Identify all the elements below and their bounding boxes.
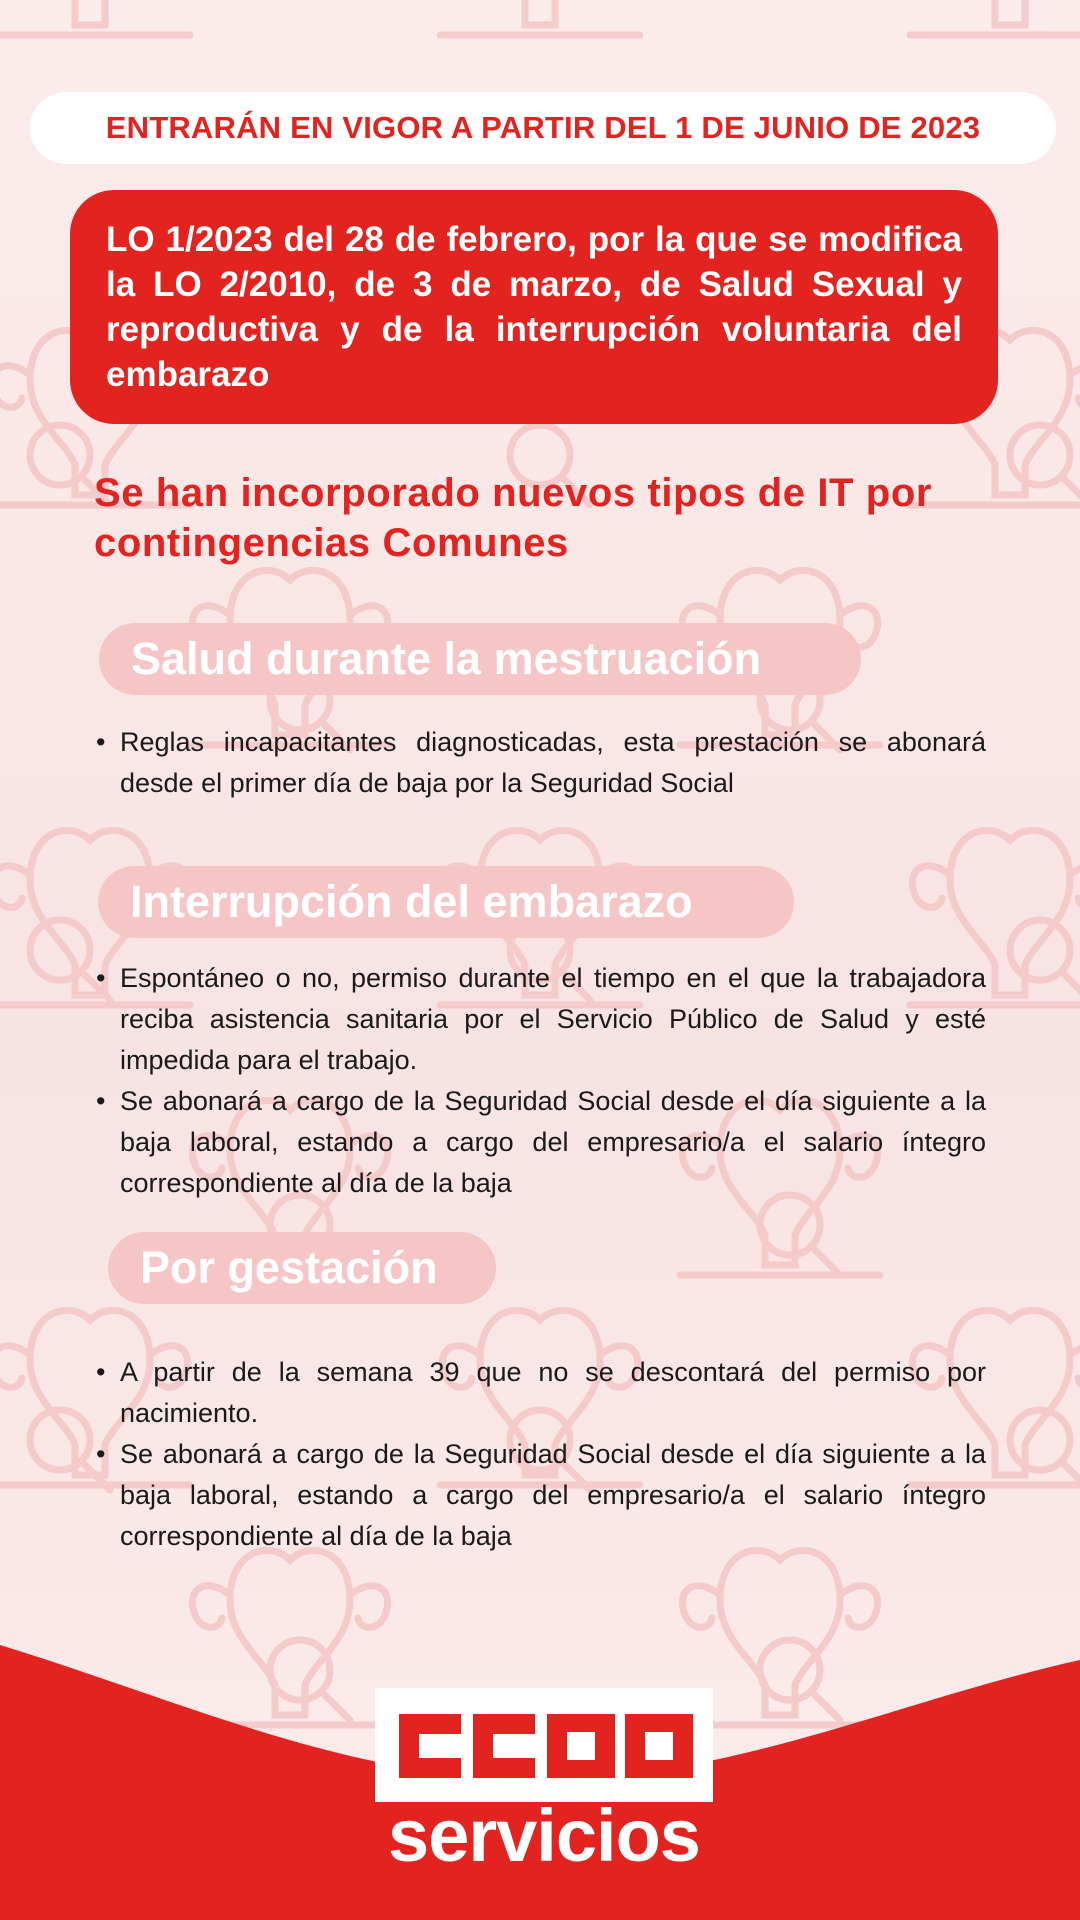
date-banner-text: ENTRARÁN EN VIGOR A PARTIR DEL 1 DE JUNIO DE 2023	[105, 110, 981, 145]
section-title-menstruation	[99, 623, 861, 695]
date-banner	[30, 92, 1056, 164]
list-item: • Reglas incapacitantes diagnosticadas, esta prestación se abonará desde el primer día de baja por la Seguridad Social	[120, 722, 986, 804]
list-item: • A partir de la semana 39 que no se descontará del permiso por nacimiento.	[120, 1352, 986, 1434]
law-reference-text: LO 1/2023 del 28 de febrero, por la que se modifica la LO 2/2010, de 3 de marzo, de Salud Sexual y reproductiva y de la interrupción voluntaria del embarazo	[106, 220, 962, 394]
list-item: • Espontáneo o no, permiso durante el tiempo en el que la trabajadora reciba asistencia sanitaria por el Servicio Público de Salud y esté impedida para el trabajo.	[120, 958, 986, 1081]
section-title-text: Interrupción del embarazo	[130, 876, 693, 927]
section-list-menstruation	[94, 722, 986, 804]
list-item: • Se abonará a cargo de la Seguridad Social desde el día siguiente a la baja laboral, estando a cargo del empresario/a el salario íntegro correspondiente al día de la baja	[120, 1081, 986, 1204]
ccoo-logo	[375, 1688, 713, 1878]
section-list-gestation	[94, 1352, 986, 1557]
list-item: • Se abonará a cargo de la Seguridad Social desde el día siguiente a la baja laboral, estando a cargo del empresario/a el salario íntegro correspondiente al día de la baja	[120, 1434, 986, 1557]
section-title-text: Por gestación	[140, 1242, 438, 1293]
ccoo-letters-icon	[375, 1688, 713, 1802]
section-title-gestation	[108, 1232, 496, 1304]
law-reference-box	[70, 190, 998, 424]
subtitle: Se han incorporado nuevos tipos de IT por contingencias Comunes	[94, 471, 933, 565]
logo-subtext: servicios	[388, 1794, 700, 1877]
section-title-text: Salud durante la mestruación	[131, 633, 762, 684]
section-title-pregnancy-interruption	[98, 866, 794, 938]
section-list-pregnancy-interruption	[94, 958, 986, 1204]
